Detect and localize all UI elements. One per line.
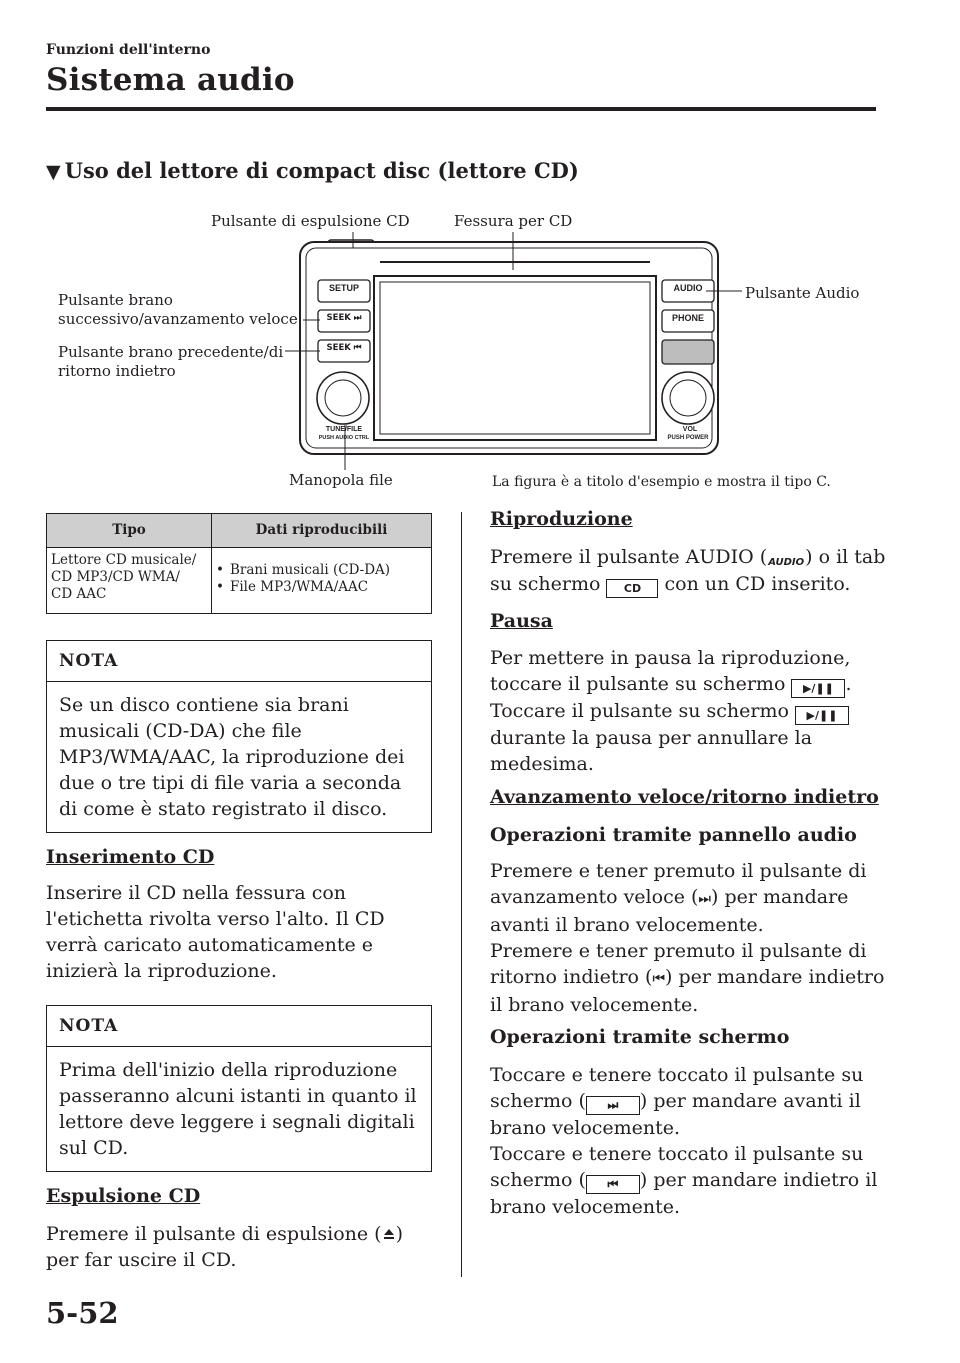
note-label: NOTA (47, 1006, 431, 1047)
screen-text-1a: Toccare e tenere toccato il pulsante su schermo ( (490, 1064, 864, 1112)
panel-text (490, 858, 890, 1018)
seek-prev-label: SEEK ⏮ (326, 343, 362, 353)
play-text (490, 544, 890, 598)
seek-next-label: SEEK ⏭ (326, 313, 362, 323)
cd-tab-icon: CD (606, 579, 658, 598)
eject-heading: Espulsione CD (46, 1185, 201, 1207)
pause-text: Per mettere in pausa la riproduzione, toccare il pulsante su schermo ▶/❚❚ . Toccare il pulsante su schermo ▶/❚❚ durante la pausa per annullare la medesima. (490, 647, 852, 775)
ff-heading: Avanzamento veloce/ritorno indietro (490, 786, 879, 808)
section-label: Funzioni dell'interno (46, 42, 211, 58)
list-item: • Brani musicali (CD-DA) (216, 562, 427, 579)
page-title: Sistema audio (46, 62, 295, 98)
note-box-1 (46, 640, 432, 833)
play-heading: Riproduzione (490, 508, 633, 530)
insert-text: Inserire il CD nella fessura con l'etichetta rivolta verso l'alto. Il CD verrà caricato automaticamente e inizierà la riproduzione. (46, 882, 385, 982)
next-track-icon: ⏭ (698, 891, 712, 907)
play-pause-icon: ▶/❚❚ (791, 679, 845, 698)
vol-label: VOL (682, 426, 698, 433)
eject-text (46, 1221, 438, 1273)
insert-heading: Inserimento CD (46, 846, 215, 868)
figure-caption: La figura è a titolo d'esempio e mostra il tipo C. (492, 474, 831, 490)
playable-data-table (46, 513, 432, 614)
play-text-b: ) o il tab su schermo (490, 546, 886, 595)
play-text-a: Premere il pulsante AUDIO ( (490, 546, 768, 568)
audio-chip-icon: AUDIO (768, 557, 805, 568)
eject-text-b: ) per far uscire il CD. (46, 1223, 404, 1271)
next-track-button-icon: ⏭ (586, 1096, 640, 1115)
note-box-2 (46, 1005, 432, 1172)
table-header-type: Tipo (47, 514, 212, 548)
pause-text-2: Toccare il pulsante su schermo (490, 700, 789, 722)
pause-heading: Pausa (490, 610, 553, 632)
play-pause-icon: ▶/❚❚ (795, 706, 849, 725)
vol-sub-label: PUSH POWER (667, 435, 709, 441)
tune-sub-label: PUSH AUDIO CTRL (318, 435, 370, 441)
pause-text-1: Per mettere in pausa la riproduzione, toccare il pulsante su schermo (490, 647, 851, 695)
note-label: NOTA (47, 641, 431, 682)
table-cell-data (212, 548, 432, 614)
panel-text-1b: ) per mandare avanti il brano velocemente. (490, 886, 849, 936)
callout-audio: Pulsante Audio (745, 284, 860, 302)
pause-text-3: durante la pausa per annullare la medesima. (490, 727, 813, 775)
panel-heading: Operazioni tramite pannello audio (490, 824, 857, 846)
eject-icon (382, 1222, 396, 1236)
callout-seek-prev: Pulsante brano precedente/di ritorno indietro (58, 343, 284, 380)
list-item: • File MP3/WMA/AAC (216, 579, 427, 596)
column-divider (461, 512, 462, 1277)
callout-seek-next: Pulsante brano successivo/avanzamento veloce (58, 291, 298, 328)
phone-label: PHONE (671, 313, 704, 323)
audio-label: AUDIO (673, 283, 703, 293)
table-header-data: Dati riproducibili (212, 514, 432, 548)
table-cell-type: Lettore CD musicale/ CD MP3/CD WMA/ CD AAC (47, 548, 212, 614)
setup-label: SETUP (328, 283, 359, 293)
prev-track-icon: ⏮ (652, 971, 666, 987)
note-text: Se un disco contiene sia brani musicali (CD-DA) che file MP3/WMA/AAC, la riproduzione dei due o tre tipi di file varia a seconda di come è stato registrato il disco. (59, 694, 405, 820)
prev-track-button-icon: ⏮ (586, 1175, 640, 1194)
callout-eject: Pulsante di espulsione CD (211, 212, 410, 230)
triangle-marker-icon: ▼ (46, 161, 61, 183)
screen-text-2a: Toccare e tenere toccato il pulsante su schermo ( (490, 1143, 864, 1191)
section-heading-text: Uso del lettore di compact disc (lettore CD) (64, 158, 579, 183)
audio-unit-illustration (0, 0, 960, 500)
screen-text (490, 1062, 890, 1220)
panel-text-2b: ) per mandare indietro il brano velocemente. (490, 966, 885, 1016)
panel-text-1a: Premere e tener premuto il pulsante di avanzamento veloce ( (490, 860, 867, 908)
note-text: Prima dell'inizio della riproduzione passeranno alcuni istanti in quanto il lettore deve leggere i segnali digitali sul CD. (59, 1059, 417, 1159)
tune-label: TUNE/FILE (325, 426, 363, 433)
play-text-c: con un CD inserito. (664, 573, 851, 595)
screen-text-2b: ) per mandare indietro il brano velocemente. (490, 1169, 878, 1218)
callout-knob: Manopola file (289, 471, 393, 489)
eject-text-a: Premere il pulsante di espulsione ( (46, 1223, 382, 1245)
table-row (47, 548, 432, 614)
page-number: 5-52 (46, 1296, 119, 1330)
panel-text-2a: Premere e tener premuto il pulsante di ritorno indietro ( (490, 940, 867, 988)
screen-heading: Operazioni tramite schermo (490, 1026, 790, 1048)
screen-text-1b: ) per mandare avanti il brano velocemente. (490, 1090, 861, 1139)
callout-slot: Fessura per CD (454, 212, 573, 230)
